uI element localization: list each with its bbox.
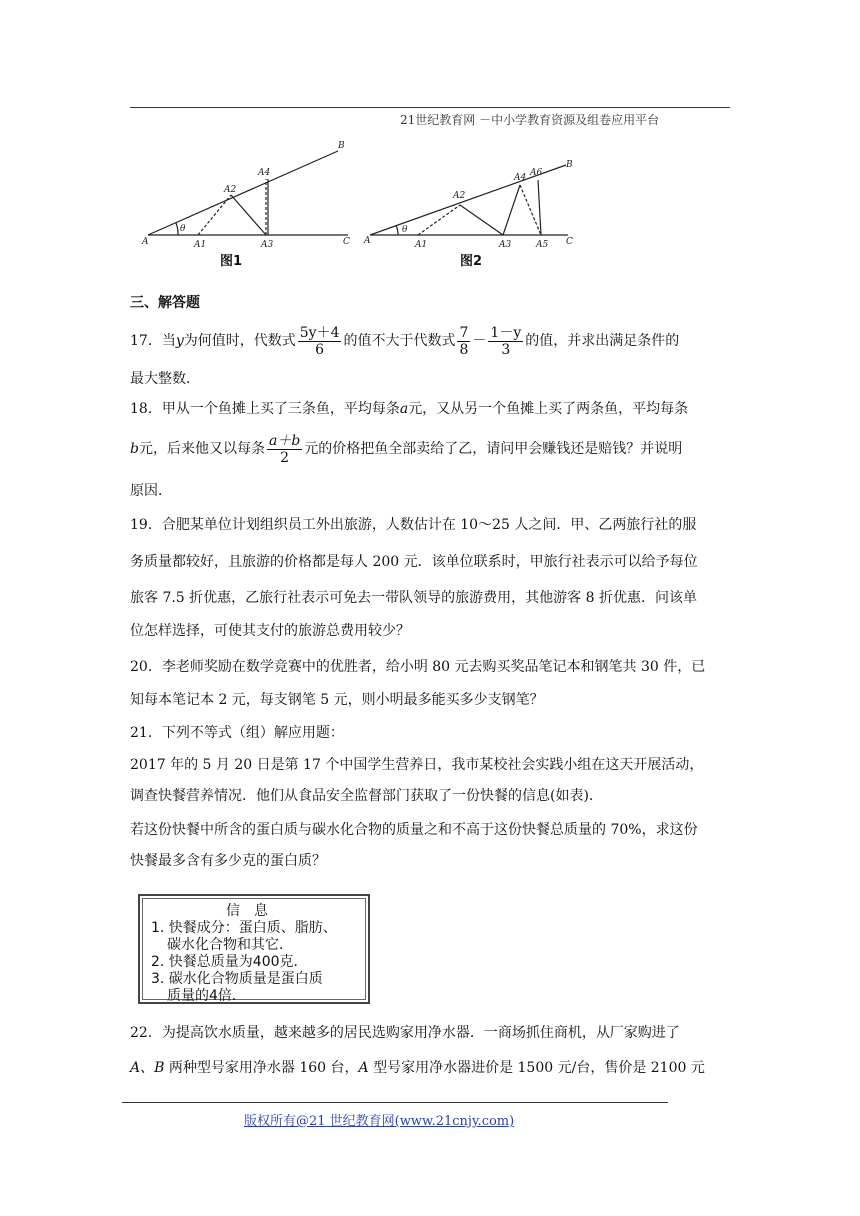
question-18-line-1: 18．甲从一个鱼摊上买了三条鱼，平均每条a元，又从另一个鱼摊上买了两条鱼，平均每条 [130, 401, 689, 417]
q18-fraction: $\frac{a+b}{2}$ [268, 432, 301, 466]
q22-line-1: 22．为提高饮水质量，越来越多的居民选购家用净水器．一商场抓住商机，从厂家购进了 [130, 1025, 680, 1041]
fig2-label-a4: A4 [514, 173, 527, 183]
fig2-label-a: A [364, 236, 371, 246]
q21-line-4: 若这份快餐中所含的蛋白质与碳水化合物的质量之和不高于这份快餐总质量的 70%，求这份 [130, 822, 698, 838]
fig2-angle-arc [396, 225, 398, 235]
fig2-label-b: B [566, 160, 573, 170]
fig2-label-a1: A1 [415, 240, 428, 250]
header-rule [130, 107, 730, 108]
header-text: 21世纪教育网 －中小学教育资源及组卷应用平台 [400, 113, 660, 127]
fig1-label-a3: A3 [261, 240, 274, 250]
fig2-a2a3 [460, 205, 503, 235]
fig1-line-ab [148, 151, 338, 235]
section-title: 三、解答题 [130, 295, 200, 311]
fig2-caption: 图2 [460, 254, 483, 269]
info-box [138, 894, 370, 1004]
q22-line-2: A、B 两种型号家用净水器 160 台，A 型号家用净水器进价是 1500 元/台，售价是 2100 元 [130, 1060, 705, 1076]
q17-text: 为何值时，代数式 [183, 333, 296, 349]
q21-line-1: 21．下列不等式（组）解应用题： [130, 725, 344, 741]
q19-line-1: 19．合肥某单位计划组织员工外出旅游，人数估计在 10～25 人之间．甲、乙两旅行社的服 [130, 517, 697, 533]
fig1-label-a2: A2 [224, 185, 237, 195]
fig1-caption: 图1 [220, 254, 243, 269]
q17-text: 的值，并求出满足条件的 [525, 333, 680, 349]
q17-text: 的值不大于代数式 [343, 333, 456, 349]
q17-line-2: 最大整数． [130, 371, 200, 387]
q19-line-3: 旅客 7.5 折优惠，乙旅行社表示可免去一带队领导的旅游费用，其他游客 8 折优惠．问该单 [130, 590, 697, 606]
fig2-a3a4 [503, 185, 520, 235]
fig1-label-a: A [142, 237, 149, 247]
q17-minus: － [472, 333, 487, 349]
info-box-title: 信息 [226, 903, 282, 919]
fig1-label-a1: A1 [194, 240, 207, 250]
info-box-line: 质量的4倍． [167, 988, 246, 1004]
q18-line-3: 原因． [130, 483, 172, 499]
question-18-line-2: b元，后来他又以每条 $\frac{a+b}{2}$ 元的价格把鱼全部卖给了乙，请问甲会赚钱还是赔钱？并说明 [130, 432, 683, 466]
q21-line-3: 调查快餐营养情况．他们从食品安全监督部门获取了一份快餐的信息(如表)． [130, 788, 603, 804]
fig2-a4a5 [520, 185, 541, 235]
fig2-a1a2 [418, 205, 460, 235]
q21-line-5: 快餐最多含有多少克的蛋白质？ [130, 853, 326, 869]
q17-fraction-1: $\frac{5y+4}{6}$ [299, 324, 340, 358]
question-17 [130, 322, 730, 360]
q20-line-1: 20．李老师奖励在数学竞赛中的优胜者，给小明 80 元去购买奖品笔记本和钢笔共 30 件，已 [130, 659, 706, 675]
info-box-line: 3. 碳水化合物质量是蛋白质 [151, 971, 323, 987]
fig1-a2a3 [231, 195, 266, 235]
info-box-line: 2. 快餐总质量为400克． [151, 954, 308, 970]
q17-var-y: y [175, 333, 184, 349]
fig2-a5a6 [538, 180, 541, 235]
q17-fraction-2: $\frac{7}{8}$ [459, 324, 469, 358]
q18-var-b: b [130, 441, 139, 457]
fig2-label-a3: A3 [499, 240, 512, 250]
figure-1 [148, 151, 348, 235]
q21-line-2: 2017 年的 5 月 20 日是第 17 个中国学生营养日，我市某校社会实践小组在这天开展活动， [130, 757, 704, 773]
q17-fraction-3: $\frac{1-y}{3}$ [490, 324, 522, 358]
fig2-label-c: C [566, 237, 573, 247]
fig1-label-a4: A4 [258, 168, 271, 178]
info-box-line: 碳水化合物和其它． [167, 937, 293, 953]
fig2-label-a6: A6 [530, 168, 543, 178]
fig1-label-theta: θ [180, 224, 186, 234]
fig1-angle-arc [176, 223, 178, 235]
q20-line-2: 知每本笔记本 2 元，每支钢笔 5 元，则小明最多能买多少支钢笔？ [130, 692, 544, 708]
q19-line-2: 务质量都较好，且旅游的价格都是每人 200 元．该单位联系时，甲旅行社表示可以给予每位 [130, 554, 698, 570]
footer-copyright-link[interactable]: 版权所有@21 世纪教育网(www.21cnjy.com) [244, 1114, 515, 1129]
fig2-label-a2: A2 [453, 191, 466, 201]
q19-line-4: 位怎样选择，可使其支付的旅游总费用较少？ [130, 623, 410, 639]
q18-var-a: a [399, 401, 409, 417]
geometry-figures [138, 135, 608, 275]
fig1-label-c: C [343, 237, 350, 247]
footer-rule [122, 1102, 668, 1103]
fig2-label-a5: A5 [536, 240, 549, 250]
info-box-line: 1. 快餐成分：蛋白质、脂肪、 [151, 920, 337, 936]
fig2-label-theta: θ [402, 225, 408, 235]
fig1-label-b: B [338, 141, 345, 151]
q17-text: 17．当 [130, 333, 176, 349]
